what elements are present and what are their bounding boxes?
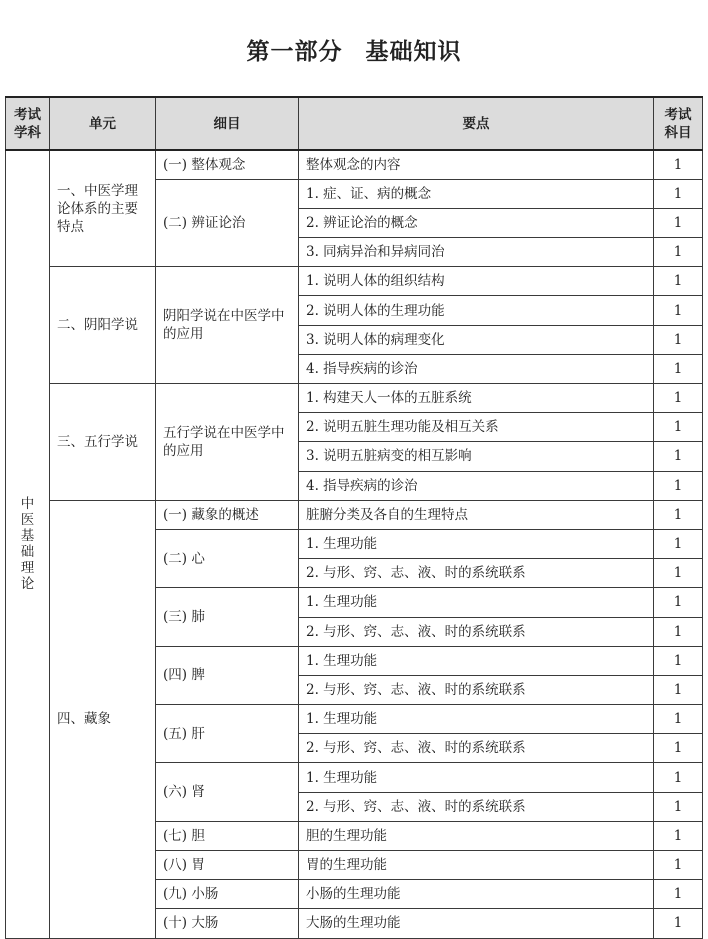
detail-cell: (四) 脾 [156, 646, 299, 704]
level-cell: 1 [654, 909, 703, 938]
unit-cell: 一、中医学理论体系的主要特点 [50, 150, 156, 267]
detail-cell: (二) 心 [156, 529, 299, 587]
point-cell: 2. 与形、窍、志、液、时的系统联系 [299, 617, 654, 646]
level-cell: 1 [654, 208, 703, 237]
detail-cell: (一) 整体观念 [156, 150, 299, 179]
point-cell: 1. 生理功能 [299, 646, 654, 675]
detail-cell: (九) 小肠 [156, 880, 299, 909]
level-cell: 1 [654, 559, 703, 588]
detail-cell: (八) 胃 [156, 851, 299, 880]
level-cell: 1 [654, 384, 703, 413]
point-cell: 大肠的生理功能 [299, 909, 654, 938]
header-detail: 细目 [156, 97, 299, 150]
detail-cell: (一) 藏象的概述 [156, 500, 299, 529]
subject-label: 中医基础理论 [20, 496, 35, 593]
level-cell: 1 [654, 763, 703, 792]
level-cell: 1 [654, 267, 703, 296]
point-cell: 1. 生理功能 [299, 763, 654, 792]
point-cell: 胆的生理功能 [299, 821, 654, 850]
level-cell: 1 [654, 792, 703, 821]
table-row [6, 267, 703, 296]
level-cell: 1 [654, 851, 703, 880]
point-cell: 2. 说明人体的生理功能 [299, 296, 654, 325]
detail-cell: (二) 辨证论治 [156, 179, 299, 267]
detail-cell: 五行学说在中医学中的应用 [156, 384, 299, 501]
table-header [6, 97, 703, 150]
page-title: 第一部分 基础知识 [246, 39, 462, 65]
point-cell: 1. 说明人体的组织结构 [299, 267, 654, 296]
detail-cell: (六) 肾 [156, 763, 299, 821]
point-cell: 3. 说明五脏病变的相互影响 [299, 442, 654, 471]
header-unit: 单元 [50, 97, 156, 150]
table-row [6, 500, 703, 529]
point-cell: 2. 与形、窍、志、液、时的系统联系 [299, 559, 654, 588]
point-cell: 2. 与形、窍、志、液、时的系统联系 [299, 792, 654, 821]
detail-cell: (七) 胆 [156, 821, 299, 850]
level-cell: 1 [654, 413, 703, 442]
level-cell: 1 [654, 296, 703, 325]
level-cell: 1 [654, 529, 703, 558]
level-cell: 1 [654, 617, 703, 646]
point-cell: 1. 生理功能 [299, 588, 654, 617]
detail-cell: (五) 肝 [156, 705, 299, 763]
detail-cell: 阴阳学说在中医学中的应用 [156, 267, 299, 384]
level-cell: 1 [654, 646, 703, 675]
point-cell: 脏腑分类及各自的生理特点 [299, 500, 654, 529]
header-points: 要点 [299, 97, 654, 150]
point-cell: 1. 生理功能 [299, 705, 654, 734]
level-cell: 1 [654, 471, 703, 500]
level-cell: 1 [654, 442, 703, 471]
point-cell: 2. 说明五脏生理功能及相互关系 [299, 413, 654, 442]
point-cell: 1. 症、证、病的概念 [299, 179, 654, 208]
table-row [6, 150, 703, 179]
level-cell: 1 [654, 500, 703, 529]
point-cell: 1. 生理功能 [299, 529, 654, 558]
point-cell: 4. 指导疾病的诊治 [299, 354, 654, 383]
unit-cell: 二、阴阳学说 [50, 267, 156, 384]
level-cell: 1 [654, 325, 703, 354]
point-cell: 1. 构建天人一体的五脏系统 [299, 384, 654, 413]
point-cell: 2. 辨证论治的概念 [299, 208, 654, 237]
unit-cell: 三、五行学说 [50, 384, 156, 501]
level-cell: 1 [654, 588, 703, 617]
detail-cell: (三) 肺 [156, 588, 299, 646]
point-cell: 小肠的生理功能 [299, 880, 654, 909]
table-body [6, 150, 703, 938]
detail-cell: (十) 大肠 [156, 909, 299, 938]
header-subject: 考试学科 [6, 97, 50, 150]
level-cell: 1 [654, 880, 703, 909]
point-cell: 2. 与形、窍、志、液、时的系统联系 [299, 675, 654, 704]
point-cell: 2. 与形、窍、志、液、时的系统联系 [299, 734, 654, 763]
point-cell: 胃的生理功能 [299, 851, 654, 880]
level-cell: 1 [654, 179, 703, 208]
point-cell: 4. 指导疾病的诊治 [299, 471, 654, 500]
table-row [6, 384, 703, 413]
subject-cell [6, 150, 50, 938]
level-cell: 1 [654, 821, 703, 850]
level-cell: 1 [654, 150, 703, 179]
level-cell: 1 [654, 734, 703, 763]
level-cell: 1 [654, 675, 703, 704]
point-cell: 3. 说明人体的病理变化 [299, 325, 654, 354]
level-cell: 1 [654, 238, 703, 267]
level-cell: 1 [654, 354, 703, 383]
syllabus-table [5, 96, 703, 939]
header-level: 考试科目 [654, 97, 703, 150]
point-cell: 整体观念的内容 [299, 150, 654, 179]
point-cell: 3. 同病异治和异病同治 [299, 238, 654, 267]
unit-cell: 四、藏象 [50, 500, 156, 938]
level-cell: 1 [654, 705, 703, 734]
